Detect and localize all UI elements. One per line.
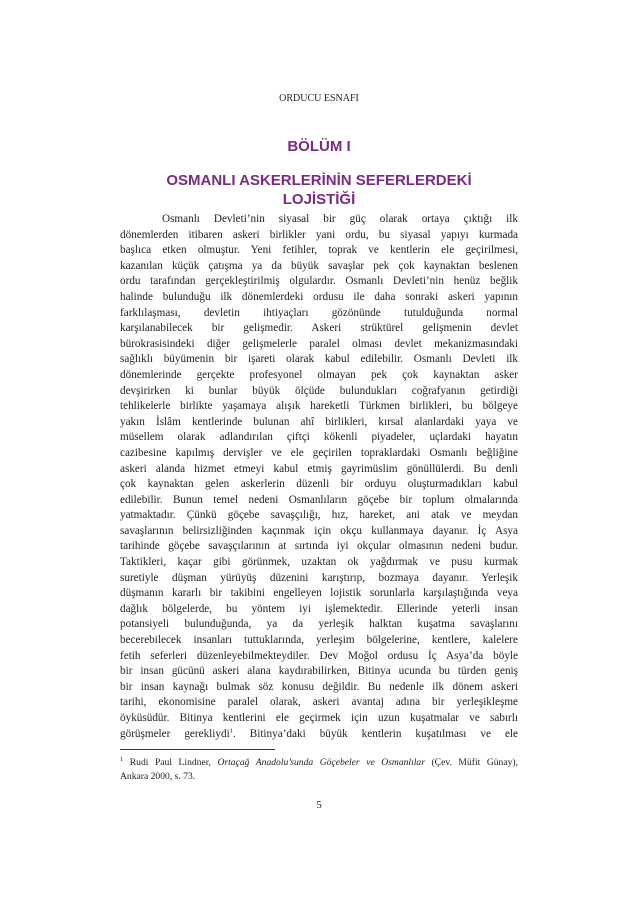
body-line: görüşmeler gerekliydi$^1$. Bitinya’daki büyük kentlerin kuşatılması ve ele: [120, 726, 519, 740]
footnote-marker: 1: [120, 756, 124, 763]
body-line: dönemlerinde gerçekte profesyonel olmayan pek çok kaynaktan asker: [120, 368, 518, 381]
chapter-label: BÖLÜM I: [287, 138, 351, 155]
running-header: ORDUCU ESNAFI: [279, 93, 359, 104]
body-line: bir insan gücünü askeri alana kaydırabilirken, Bitinya ucunda bu türden geniş: [120, 665, 518, 678]
body-line: yakın İslâm kentlerinde bulunan ahî birlikleri, kırsal alanlardaki yaya ve: [120, 415, 518, 428]
body-line: askeri alanda hizmet etmeyi kabul etmiş gayrimüslim gönüllülerdi. Bu denli: [120, 462, 518, 475]
body-line: ordu tarafından gerçekleştirilmiş olgulardır. Osmanlı Devleti’nin henüz beğlik: [120, 275, 518, 288]
chapter-title: [110, 171, 528, 209]
body-line: düşmanın kararlı bir takibini engelleyen lojistik sorunlarla karşılaştığında veya: [120, 587, 518, 600]
body-line: Osmanlı Devleti’nin siyasal bir güç olarak ortaya çıktığı ilk: [162, 213, 518, 225]
body-line: halinde bulunduğu ilk dönemlerdeki ordusu ile daha sonraki askeri yapının: [120, 290, 518, 303]
body-line: fetih seferleri düzenleyebilmekteydiler. Dev Moğol ordusu İç Asya’da böyle: [120, 649, 518, 662]
body-line: savaşlarının belirsizliğinden kaçınmak için okçu kullanmaya dayanır. İç Asya: [120, 524, 518, 537]
footnote-line-2: Ankara 2000, s. 73.: [120, 771, 196, 783]
body-line: öyküsüdür. Bitinya kentlerini ele geçirmek için uzun kuşatmalar ve sabırlı: [120, 712, 518, 724]
body-line: dağlık bölgelerde, bu yöntem iyi işlemektedir. Ellerinde yeterli insan: [120, 602, 518, 615]
body-line: kazanılan küçük çatışma ya da büyük savaşlar pek çok kaynaktan beslenen: [120, 259, 518, 272]
body-line: yatmaktadır. Çünkü göçebe savaşçılığı, hız, hareket, ani atak ve meydan: [120, 509, 518, 522]
page-number: 5: [316, 799, 322, 811]
body-line: cazibesine kapılmış dervişler ve ele geçirilen topraklardaki Osmanlı beğliğine: [120, 446, 518, 459]
body-line: suretiyle düşman yürüyüş düzenini karıştırıp, bozmaya dayanır. Yerleşik: [120, 571, 518, 584]
body-line: Taktikleri, kaçar gibi görünmek, uzaktan ok yağdırmak ve pusu kurmak: [120, 556, 518, 569]
body-line: devşirirken ki bunlar büyük ölçüde bulundukları coğrafyanın getirdiği: [120, 384, 518, 397]
footnote-line-1: $^1$ Rudi Paul Lindner, Ortaçağ Anadolu’sunda Göçebeler ve Osmanlılar (Çev. Müfit Günay),: [120, 756, 518, 769]
chapter-title-line-2: LOJİSTİĞİ: [282, 191, 356, 208]
body-line: bürokrasisindeki diğer gelişmelerle paralel olması devlet mekanizmasındaki: [120, 337, 518, 350]
body-line: müsellem olarak adlandırılan çiftçi kökenli piyadeler, uçlardaki hayatın: [120, 431, 518, 444]
body-line: edilebilir. Bunun temel nedeni Osmanlıların göçebe bir toplum olmalarında: [120, 493, 518, 506]
footnote-reference[interactable]: 1: [229, 726, 233, 734]
footnote-work-title: Ortaçağ Anadolu’sunda Göçebeler ve Osmanlılar: [217, 757, 425, 769]
body-line: başlıca etken olmuştur. Yeni fetihler, toprak ve kentlerin ele geçirilmesi,: [120, 244, 518, 257]
body-paragraph: [120, 212, 518, 742]
body-line: tarihi, ekonomisine paralel olarak, askeri avantaj adına bir yerleşikleşme: [120, 696, 518, 709]
body-line: farklılaşması, devletin ihtiyaçları gözönünde tutulduğunda normal: [120, 306, 518, 319]
body-line: tarihinde göçebe savaşçılarının at sırtında iyi okçular olmasının nedeni budur.: [120, 540, 518, 553]
chapter-title-line-1: OSMANLI ASKERLERİNİN SEFERLERDEKİ: [166, 172, 472, 189]
footnote-divider: [120, 749, 275, 750]
body-line: tehlikelerle birlikte yaşamaya alışık hareketli Türkmen birlikleri, bu bölgeye: [120, 400, 518, 413]
body-line: karşılanabilecek bir gelişmedir. Askeri strüktürel gelişmenin devlet: [120, 322, 518, 335]
body-line: sağlıklı büyümenin bir işareti olarak kabul edilebilir. Osmanlı Devleti ilk: [120, 353, 518, 366]
body-line: çok kaynaktan gelen askerlerin düzenli bir orduyu oluşturmadıkları kabul: [120, 478, 518, 491]
footnote: [120, 753, 518, 784]
body-line: bir insan kaynağı bulmak söz konusu değildir. Bu nedenle ilk dönem askeri: [120, 680, 518, 693]
body-line: dönemlerden itibaren askeri birlikler yani ordu, bu siyasal yapıyı kurmada: [120, 228, 518, 241]
body-line: potansiyeli bulunduğunda, ya da yerleşik halktan kuşatma savaşlarını: [120, 618, 518, 631]
body-line: becerebilecek insanları tuttuklarında, yerleşim bölgelerine, kentlere, kalelere: [120, 634, 518, 647]
